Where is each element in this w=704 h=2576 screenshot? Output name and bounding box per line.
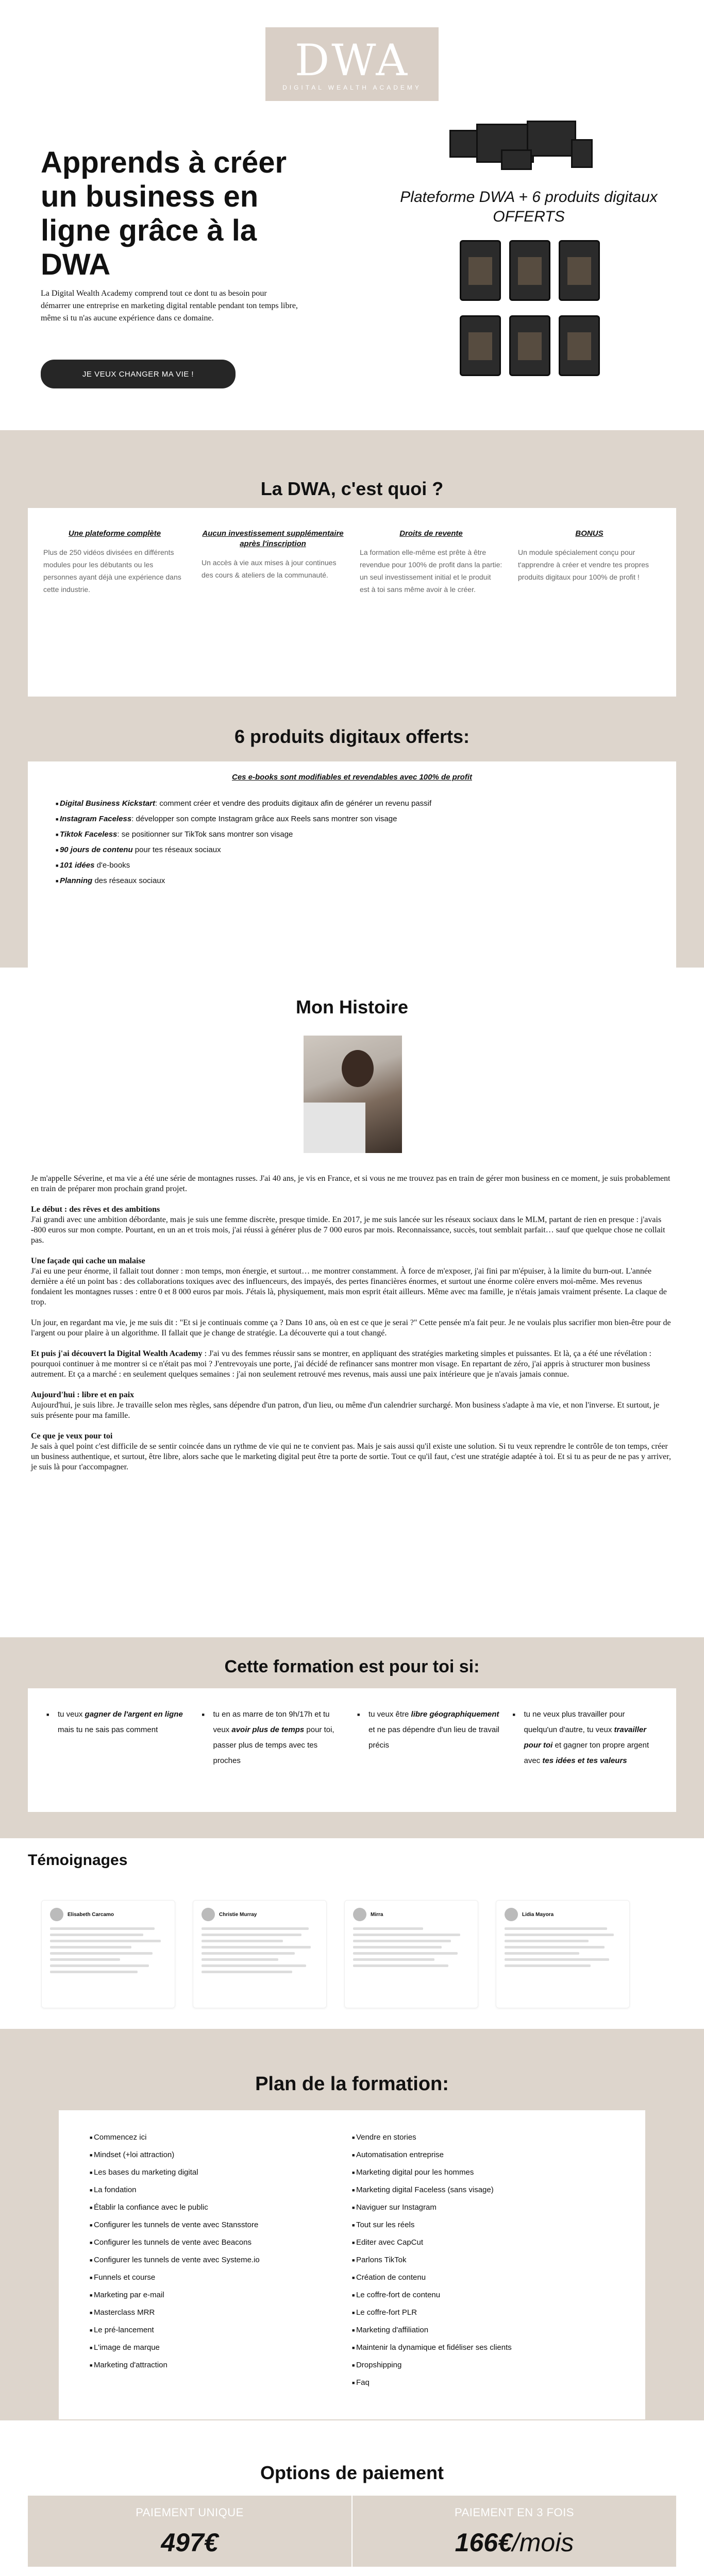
ebook-grid — [460, 240, 600, 376]
curriculum-item: ■ Configurer les tunnels de vente avec Systeme.io — [90, 2251, 352, 2269]
target-emphasis: tes idées et tes valeurs — [542, 1756, 627, 1765]
testimonial-author: Christie Murray — [219, 1911, 257, 1918]
story-paragraph — [31, 1318, 674, 1338]
curriculum-item: ■ Marketing par e-mail — [90, 2286, 352, 2304]
payment-title: Options de paiement — [260, 2462, 444, 2483]
feature-title: Une plateforme complète — [68, 529, 161, 538]
product-desc: : comment créer et vendre des produits digitaux afin de générer un revenu passif — [155, 799, 432, 808]
hero-title: Apprends à créer un business en ligne grâce à la DWA — [41, 146, 287, 281]
curriculum-item: ■ Marketing d'attraction — [90, 2357, 352, 2374]
cta-button[interactable]: JE VEUX CHANGER MA VIE ! — [41, 360, 236, 388]
ebook-tablet — [460, 240, 501, 301]
ebook-tablet — [509, 315, 550, 376]
target-text: et gagner ton propre argent avec — [524, 1741, 649, 1765]
curriculum-item: ■ Configurer les tunnels de vente avec Stansstore — [90, 2216, 352, 2234]
curriculum-item: ■ Naviguer sur Instagram — [352, 2199, 614, 2216]
story-body: Un jour, en regardant ma vie, je me suis dit : "Et si je continuais comme ça ? Dans 10 ans, où en est ce que je serai ?" Cette pensée m'a fait peur. Je ne voulais plus sacrifier mon bien-être pour de l'argent ou pour plaire à un algorithme. Il fallait que je change de stratégie. La découverte qui a tout changé. — [31, 1318, 671, 1337]
target-text: pour toi, passer plus de temps avec tes proches — [213, 1725, 334, 1765]
story-section — [0, 968, 704, 1637]
story-heading: Ce que je veux pour toi — [31, 1432, 113, 1440]
product-name: 101 idées — [59, 861, 95, 870]
target-emphasis: gagner de l'argent en ligne — [85, 1710, 183, 1719]
curriculum-item: ■ Parlons TikTok — [352, 2251, 614, 2269]
target-item — [513, 1707, 658, 1793]
curriculum-item: ■ Masterclass MRR — [90, 2304, 352, 2321]
target-text: tu ne veux plus travailler pour quelqu'un d'autre, tu veux — [524, 1710, 625, 1734]
curriculum-list-right — [352, 2129, 614, 2401]
target-emphasis: travailler pour toi — [524, 1725, 647, 1750]
feature-title: Droits de revente — [399, 529, 463, 538]
target-emphasis: avoir plus de temps — [231, 1725, 305, 1734]
feature-text: Plus de 250 vidéos divisées en différents modules pour les débutants ou les personnes ayant déjà une expérience dans cette industrie. — [43, 548, 181, 594]
curriculum-item: ■ Marketing d'affiliation — [352, 2321, 614, 2339]
curriculum-item: ■ Le coffre-fort de contenu — [352, 2286, 614, 2304]
target-text: tu en as marre de ton 9h/17h et tu veux — [213, 1710, 330, 1734]
hero-lead: La Digital Wealth Academy comprend tout ce dont tu as besoin pour démarrer une entreprise en marketing digital rentable pendant ton temps libre, même si tu n'as aucune expérience dans ce domaine. — [41, 289, 298, 323]
story-paragraph — [31, 1390, 674, 1421]
price-value: 497€ — [161, 2528, 219, 2557]
product-item — [56, 811, 661, 827]
product-item — [56, 858, 661, 873]
payment-price — [353, 2524, 676, 2567]
price-value: 166€ — [455, 2528, 512, 2557]
story-body: Je m'appelle Séverine, et ma vie a été une série de montagnes russes. J'ai 40 ans, je vis en France, et si vous ne me trouvez pas en train de gérer mon business en ce moment, je suis probablement en train de préparer mon prochain grand projet. — [31, 1174, 671, 1193]
story-paragraph — [31, 1431, 674, 1472]
product-item — [56, 842, 661, 858]
story-heading: Aujourd'hui : libre et en paix — [31, 1391, 135, 1399]
curriculum-item: ■ Les bases du marketing digital — [90, 2164, 352, 2181]
story-paragraph — [31, 1174, 674, 1194]
feature-title: Aucun investissement supplémentaire après l'inscription — [202, 529, 344, 548]
hero-section — [0, 0, 704, 430]
feature-card — [43, 529, 186, 676]
target-text: mais tu ne sais pas comment — [58, 1725, 158, 1734]
payment-head: PAIEMENT UNIQUE — [28, 2496, 351, 2524]
products-box — [28, 761, 676, 968]
target-title: Cette formation est pour toi si: — [224, 1657, 480, 1676]
testimonial-card — [41, 1900, 175, 2008]
curriculum-list-left — [90, 2129, 352, 2401]
avatar — [202, 1908, 215, 1921]
payment-option-single — [28, 2496, 351, 2576]
product-name: Tiktok Faceless — [59, 830, 118, 839]
curriculum-item: ■ Le pré-lancement — [90, 2321, 352, 2339]
feature-card — [202, 529, 344, 676]
curriculum-item: ■ Commencez ici — [90, 2129, 352, 2146]
product-desc: : se positionner sur TikTok sans montrer son visage — [117, 830, 293, 839]
product-desc: des réseaux sociaux — [92, 876, 165, 886]
story-heading: Et puis j'ai découvert la Digital Wealth Academy — [31, 1349, 203, 1358]
story-body: : J'ai vu des femmes réussir sans se montrer, en appliquant des stratégies marketing simples et puissantes. Et là, ça a été une révélation : pourquoi continuer à me montrer si ce n'était pas moi ? J'entrevoyais une porte, j'ai décidé de refinancer sans montrer mon visage. En repartant de zéro, j'ai appris à structurer mon business autrement. Et ça a marché : en seulement quelques semaines : j'ai non seulement retrouvé mes revenus, mais aussi une paix intérieure que je n'avais jamais connue. — [31, 1349, 651, 1379]
story-heading: Le début : des rêves et des ambitions — [31, 1205, 160, 1214]
avatar — [353, 1908, 366, 1921]
ebook-tablet — [559, 240, 600, 301]
curriculum-item: ■ Vendre en stories — [352, 2129, 614, 2146]
testimonials-title: Témoignages — [28, 1852, 128, 1869]
dwa-logo — [265, 27, 439, 101]
product-desc: d'e-books — [94, 861, 130, 870]
avatar — [505, 1908, 518, 1921]
payment-price — [28, 2524, 351, 2567]
product-name: Instagram Faceless — [59, 815, 132, 824]
product-desc: pour tes réseaux sociaux — [132, 845, 221, 855]
payment-section — [0, 2420, 704, 2576]
curriculum-item: ■ Funnels et course — [90, 2269, 352, 2286]
ebook-tablet — [509, 240, 550, 301]
products-list — [43, 796, 661, 889]
curriculum-item: ■ Marketing digital pour les hommes — [352, 2164, 614, 2181]
feature-text: Un module spécialement conçu pour t'apprendre à créer et vendre tes propres produits digitaux pour 100% de profit ! — [518, 548, 649, 581]
logo-main: DWA — [294, 35, 410, 86]
target-audience-section — [0, 1637, 704, 1838]
story-heading: Une façade qui cache un malaise — [31, 1257, 145, 1265]
price-suffix: /mois — [512, 2528, 574, 2557]
avatar — [50, 1908, 63, 1921]
product-item — [56, 827, 661, 842]
testimonial-card — [193, 1900, 327, 2008]
products-title: 6 produits digitaux offerts: — [234, 726, 470, 747]
target-text: tu veux — [58, 1710, 85, 1719]
curriculum-box — [59, 2110, 645, 2419]
curriculum-item: ■ Établir la confiance avec le public — [90, 2199, 352, 2216]
curriculum-item: ■ Faq — [352, 2374, 614, 2392]
curriculum-item: ■ Le coffre-fort PLR — [352, 2304, 614, 2321]
curriculum-item: ■ L'image de marque — [90, 2339, 352, 2357]
payment-option-installments — [353, 2496, 676, 2576]
ebook-tablet — [460, 315, 501, 376]
product-name: Planning — [59, 876, 93, 886]
story-text — [31, 1174, 674, 1483]
curriculum-item: ■ Marketing digital Faceless (sans visage) — [352, 2181, 614, 2199]
feature-card — [518, 529, 661, 676]
curriculum-item: ■ Editer avec CapCut — [352, 2234, 614, 2251]
story-body: J'ai eu une peur énorme, il fallait tout donner : mon temps, mon énergie, et surtout… me montrer constamment. À force de m'exposer, j'ai fini par m'épuiser, à la limite du burn-out. L'année dernière a été un point bas : des collaborations toxiques avec des influenceurs, des impayés, des pertes financières énormes, et surtout une énorme colère envers moi-même. Mes revenus fondaient les montagnes russes : entre 0 et 8 000 euros par mois. J'étais là, physiquement, mais mon esprit était ailleurs. Même avec ma famille, je n'étais jamais vraiment présente. La claque de trop. — [31, 1267, 667, 1307]
feature-cards — [28, 508, 676, 697]
target-list — [28, 1688, 676, 1812]
curriculum-item: ■ Tout sur les réels — [352, 2216, 614, 2234]
testimonial-author: Mirra — [371, 1911, 383, 1918]
story-paragraph — [31, 1349, 674, 1380]
story-body: J'ai grandi avec une ambition débordante, mais je suis une femme discrète, presque timide. En 2017, je me suis lancée sur les réseaux sociaux dans le MLM, partant de rien en presque : j'avais -800 euros sur mon compte. Pourtant, en un an et trois mois, j'ai réussi à générer plus de 7 000 euros par mois. Reconnaissance, succès, tout semblait parfait… sauf que quelque chose ne collait pas. — [31, 1215, 665, 1245]
story-paragraph — [31, 1256, 674, 1308]
testimonial-card — [344, 1900, 478, 2008]
curriculum-item: ■ Création de contenu — [352, 2269, 614, 2286]
product-desc: : développer son compte Instagram grâce aux Reels sans montrer son visage — [131, 815, 397, 824]
ebook-tablet — [559, 315, 600, 376]
payment-desc — [353, 2567, 676, 2576]
platform-caption: Plateforme DWA + 6 produits digitaux OFFERTS — [400, 189, 658, 225]
target-item — [46, 1707, 192, 1793]
story-body: Je sais à quel point c'est difficile de se sentir coincée dans un rythme de vie qui ne te convient pas. Mais je sais aussi qu'il existe une solution. Si tu veux reprendre le contrôle de ton temps, créer un business authentique, et surtout, être libre, alors sache que le marketing digital peut être ta porte de sortie. Tout ce qu'il faut, c'est une stratégie adaptée à toi. Et si tu as peur de ne pas y arriver, je suis là pour t'accompagner. — [31, 1442, 671, 1471]
product-name: 90 jours de contenu — [59, 845, 133, 855]
testimonial-cards — [41, 1900, 630, 2008]
product-mockup-image — [449, 118, 604, 170]
testimonial-author: Elisabeth Carcamo — [68, 1911, 114, 1918]
target-emphasis: libre géographiquement — [411, 1710, 499, 1719]
feature-text: Un accès à vie aux mises à jour continues des cours & ateliers de la communauté. — [202, 558, 337, 579]
target-item — [202, 1707, 347, 1793]
story-paragraph — [31, 1205, 674, 1246]
target-text: et ne pas dépendre d'un lieu de travail précis — [368, 1725, 499, 1750]
feature-card — [360, 529, 502, 676]
payment-desc — [28, 2567, 351, 2576]
product-item — [56, 796, 661, 811]
product-item — [56, 873, 661, 889]
curriculum-item: ■ La fondation — [90, 2181, 352, 2199]
curriculum-item: ■ Dropshipping — [352, 2357, 614, 2374]
curriculum-title: Plan de la formation: — [255, 2073, 449, 2095]
product-name: Digital Business Kickstart — [59, 799, 155, 808]
story-title: Mon Histoire — [295, 996, 408, 1018]
curriculum-section — [0, 2029, 704, 2420]
curriculum-item: ■ Maintenir la dynamique et fidéliser ses clients — [352, 2339, 614, 2357]
dwa-title: La DWA, c'est quoi ? — [260, 478, 444, 499]
dwa-section — [0, 430, 704, 968]
products-intro: Ces e-books sont modifiables et revendables avec 100% de profit — [232, 773, 472, 782]
story-body: Aujourd'hui, je suis libre. Je travaille selon mes règles, sans dépendre d'un patron, d'un lieu, ou même d'un calendrier surchargé. Mon business s'adapte à ma vie, et non l'inverse. Et surtout, je suis présente pour ma famille. — [31, 1401, 660, 1420]
founder-photo — [304, 1036, 402, 1153]
feature-text: La formation elle-même est prête à être revendue pour 100% de profit dans la partie: un seul investissement initial et le produit est à toi sans même avoir à le créer. — [360, 548, 502, 594]
feature-title: BONUS — [575, 529, 604, 538]
target-item — [357, 1707, 502, 1793]
logo-sub: DIGITAL WEALTH ACADEMY — [282, 83, 422, 91]
payment-head: PAIEMENT EN 3 FOIS — [353, 2496, 676, 2524]
testimonial-author: Lidia Mayora — [522, 1911, 554, 1918]
testimonial-card — [496, 1900, 630, 2008]
curriculum-item: ■ Configurer les tunnels de vente avec Beacons — [90, 2234, 352, 2251]
target-text: tu veux être — [368, 1710, 411, 1719]
curriculum-item: ■ Mindset (+loi attraction) — [90, 2146, 352, 2164]
testimonials-section — [0, 1838, 704, 2029]
curriculum-item: ■ Automatisation entreprise — [352, 2146, 614, 2164]
